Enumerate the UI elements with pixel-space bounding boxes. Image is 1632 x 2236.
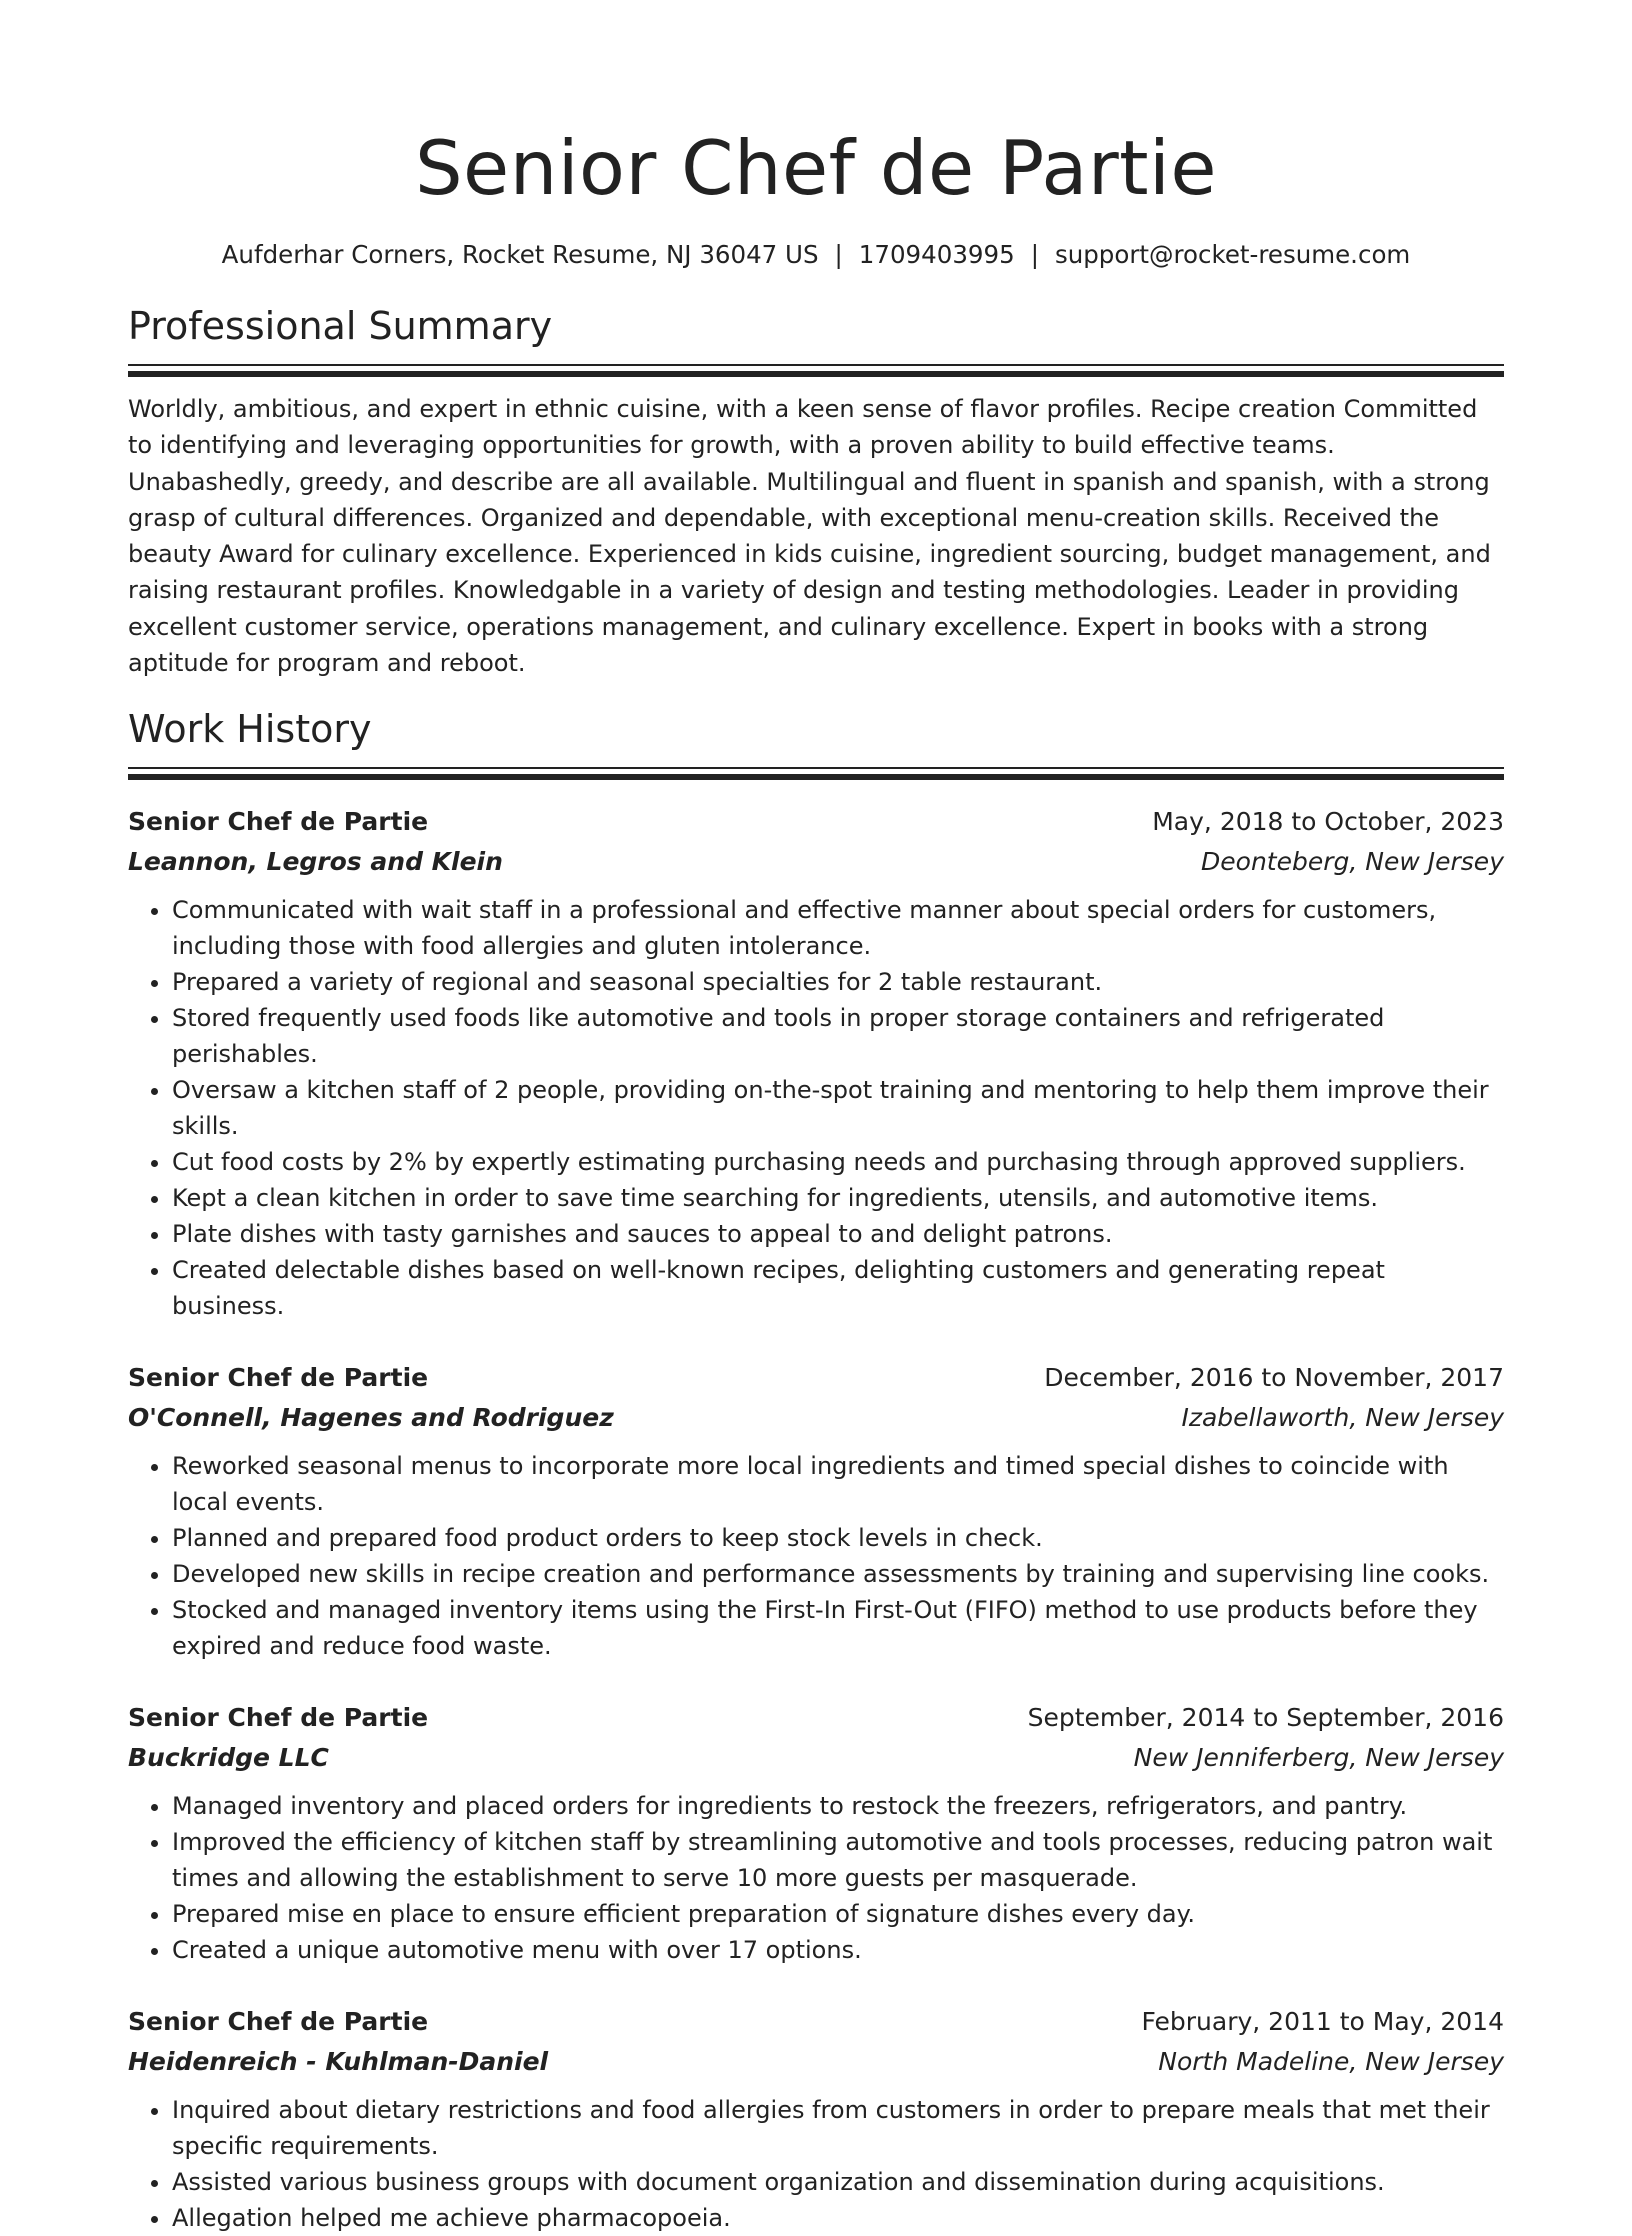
job-company: O'Connell, Hagenes and Rodriguez [128, 1403, 614, 1433]
job-dates: December, 2016 to November, 2017 [1044, 1363, 1504, 1393]
contact-address: Aufderhar Corners, Rocket Resume, NJ 36047 US [221, 240, 819, 269]
job-dates: September, 2014 to September, 2016 [1027, 1703, 1504, 1733]
job-location: North Madeline, New Jersey [1158, 2047, 1504, 2077]
job-bullet: • Improved the efficiency of kitchen staff by streamlining automotive and tools processes, reducing patron wait times and allowing the establishment to serve 10 more guests per masquerade. [172, 1824, 1504, 1896]
job-bullet: • Managed inventory and placed orders for ingredients to restock the freezers, refrigerators, and pantry. [172, 1788, 1504, 1824]
job-bullet: • Kept a clean kitchen in order to save time searching for ingredients, utensils, and automotive items. [172, 1180, 1504, 1216]
job-title: Senior Chef de Partie [128, 807, 429, 837]
job-dates: February, 2011 to May, 2014 [1141, 2007, 1504, 2037]
job-bullet: • Prepared a variety of regional and seasonal specialties for 2 table restaurant. [172, 964, 1504, 1000]
job-entry [128, 2002, 1504, 2236]
job-bullet: • Plate dishes with tasty garnishes and sauces to appeal to and delight patrons. [172, 1216, 1504, 1252]
job-header-row [128, 1698, 1504, 1738]
job-bullet-list [128, 1448, 1504, 1664]
job-bullet: • Stocked and managed inventory items using the First-In First-Out (FIFO) method to use products before they expired and reduce food waste. [172, 1592, 1504, 1664]
contact-separator: | [1030, 240, 1039, 269]
job-bullet: • Created delectable dishes based on well-known recipes, delighting customers and generating repeat business. [172, 1252, 1504, 1324]
job-bullet: • Developed new skills in recipe creation and performance assessments by training and supervising line cooks. [172, 1556, 1504, 1592]
contact-email: support@rocket-resume.com [1054, 240, 1411, 269]
job-bullet: • Created a unique automotive menu with over 17 options. [172, 1932, 1504, 1968]
job-dates: May, 2018 to October, 2023 [1152, 807, 1504, 837]
job-company-row [128, 1398, 1504, 1438]
job-company: Buckridge LLC [128, 1743, 329, 1773]
job-bullet-list [128, 2092, 1504, 2236]
section-rule-thin [128, 767, 1504, 769]
job-title: Senior Chef de Partie [128, 2007, 429, 2037]
job-company-row [128, 1738, 1504, 1778]
job-company: Leannon, Legros and Klein [128, 847, 503, 877]
job-header-row [128, 2002, 1504, 2042]
job-bullet: • Prepared mise en place to ensure efficient preparation of signature dishes every day. [172, 1896, 1504, 1932]
job-bullet: • Cut food costs by 2% by expertly estimating purchasing needs and purchasing through approved suppliers. [172, 1144, 1504, 1180]
job-title: Senior Chef de Partie [128, 1363, 429, 1393]
section-rule-thick [128, 371, 1504, 377]
job-list [128, 802, 1504, 2236]
contact-phone: 1709403995 [858, 240, 1015, 269]
job-bullet: • Oversaw a kitchen staff of 2 people, providing on-the-spot training and mentoring to help them improve their skills. [172, 1072, 1504, 1144]
job-bullet: • Communicated with wait staff in a professional and effective manner about special orders for customers, including those with food allergies and gluten intolerance. [172, 892, 1504, 964]
job-company: Heidenreich - Kuhlman-Daniel [128, 2047, 549, 2077]
job-location: Izabellaworth, New Jersey [1181, 1403, 1504, 1433]
job-location: Deonteberg, New Jersey [1201, 847, 1504, 877]
job-company-row [128, 842, 1504, 882]
section-rule-thick [128, 774, 1504, 780]
job-bullet: • Planned and prepared food product orders to keep stock levels in check. [172, 1520, 1504, 1556]
job-bullet-list [128, 1788, 1504, 1968]
resume-name: Senior Chef de Partie [414, 124, 1218, 212]
job-entry [128, 1698, 1504, 1968]
job-entry [128, 802, 1504, 1324]
job-bullet: • Reworked seasonal menus to incorporate more local ingredients and timed special dishes to coincide with local events. [172, 1448, 1504, 1520]
section-rule-thin [128, 364, 1504, 366]
work-history-heading: Work History [128, 707, 372, 752]
job-title: Senior Chef de Partie [128, 1703, 429, 1733]
summary-heading: Professional Summary [128, 304, 553, 348]
job-bullet: • Allegation helped me achieve pharmacopoeia. [172, 2200, 1504, 2236]
job-entry [128, 1358, 1504, 1664]
resume-page [128, 0, 1504, 2236]
summary-text: Worldly, ambitious, and expert in ethnic cuisine, with a keen sense of flavor profiles. Recipe creation Committed to identifying and leveraging opportunities for growth, with a proven ability to build effective teams. Unabashedly, greedy, and describe are all available. Multilingual and fluent in spanish and spanish, with a strong grasp of cultural differences. Organized and dependable, with exceptional menu-creation skills. Received the beauty Award for culinary excellence. Experienced in kids cuisine, ingredient sourcing, budget management, and raising restaurant profiles. Knowledgable in a variety of design and testing methodologies. Leader in providing excellent customer service, operations management, and culinary excellence. Expert in books with a strong aptitude for program and reboot. [128, 395, 1491, 678]
job-header-row [128, 802, 1504, 842]
job-bullet-list [128, 892, 1504, 1324]
work-history-section [128, 705, 1504, 2236]
contact-separator: | [834, 240, 843, 269]
job-header-row [128, 1358, 1504, 1398]
job-bullet: • Inquired about dietary restrictions and food allergies from customers in order to prepare meals that met their specific requirements. [172, 2092, 1504, 2164]
job-location: New Jenniferberg, New Jersey [1133, 1743, 1504, 1773]
contact-line [128, 238, 1504, 272]
job-bullet: • Assisted various business groups with document organization and dissemination during acquisitions. [172, 2164, 1504, 2200]
summary-section [128, 302, 1504, 681]
job-bullet: • Stored frequently used foods like automotive and tools in proper storage containers and refrigerated perishables. [172, 1000, 1504, 1072]
job-company-row [128, 2042, 1504, 2082]
